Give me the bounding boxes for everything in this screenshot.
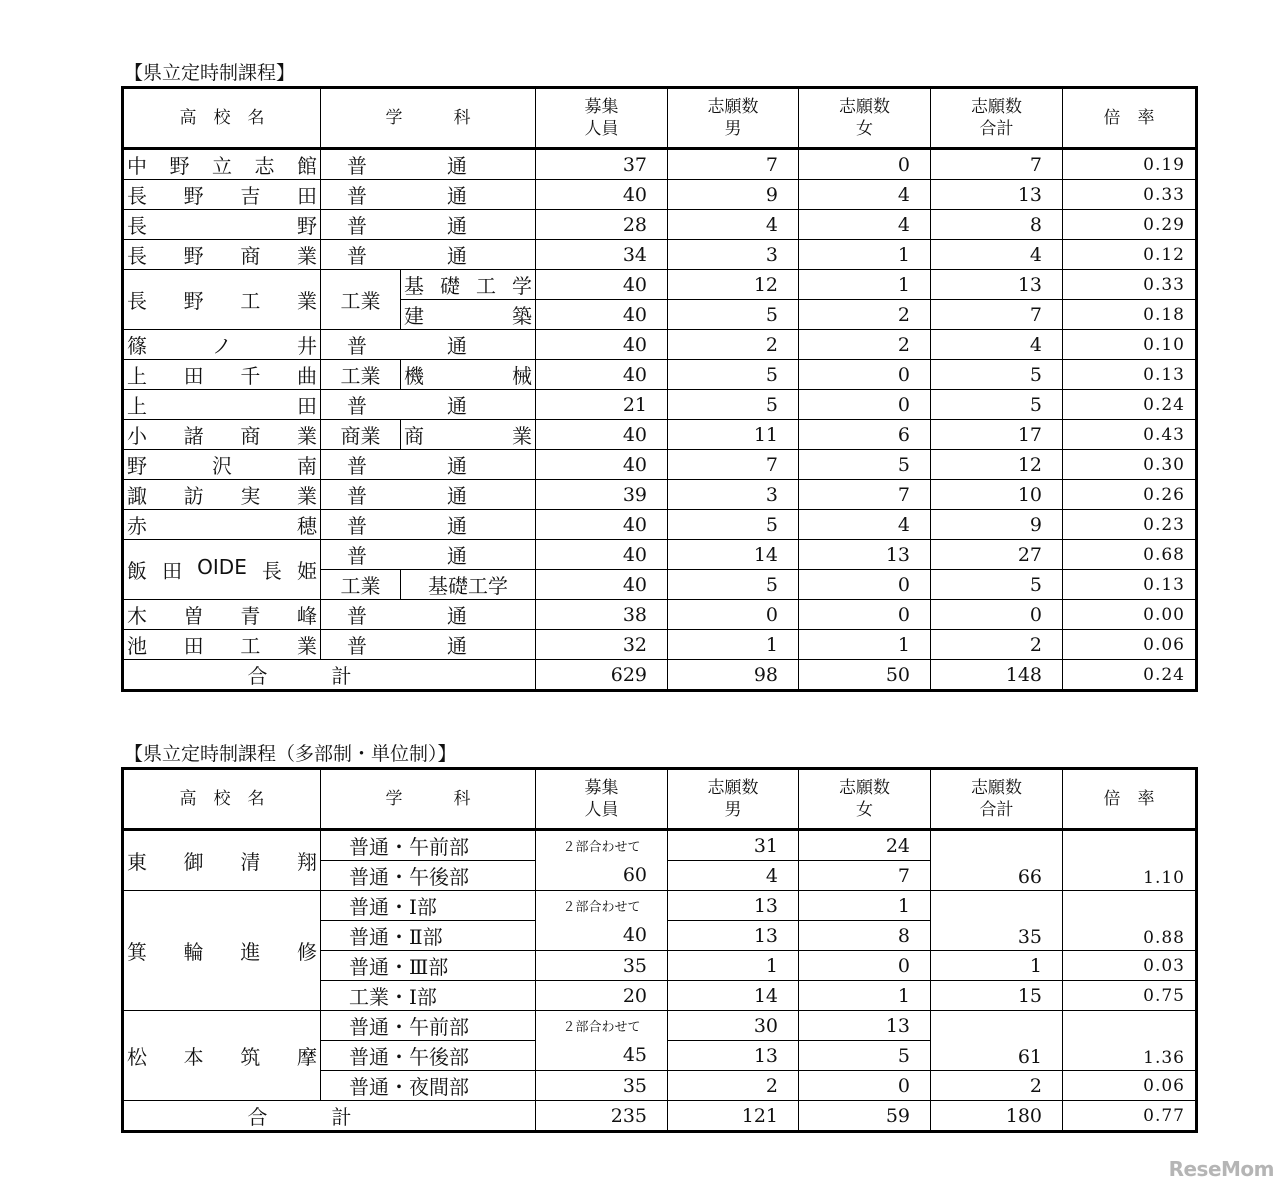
dept-sub: 基 礎 工 学 <box>401 270 536 300</box>
total: 5 <box>931 390 1063 420</box>
dept: 普通・夜間部 <box>321 1071 536 1101</box>
male: 5 <box>668 510 799 540</box>
rate: 1.36 <box>1063 1011 1197 1071</box>
rate: 0.29 <box>1063 210 1197 240</box>
capacity-note: ２部合わせて <box>536 830 668 861</box>
female: 0 <box>799 360 931 390</box>
rate: 1.10 <box>1063 830 1197 891</box>
dept: 普 通 <box>321 180 536 210</box>
table-row <box>123 240 1197 270</box>
dept: 普通・Ⅲ部 <box>321 951 536 981</box>
school-name: 諏 訪 実 業 <box>123 480 321 510</box>
header-female: 志願数 女 <box>799 88 931 149</box>
table-row <box>123 149 1197 180</box>
school-name: 赤 穂 <box>123 510 321 540</box>
capacity: 28 <box>536 210 668 240</box>
table-part-time-regular <box>121 86 1198 692</box>
dept: 普通・午後部 <box>321 1041 536 1071</box>
rate: 0.33 <box>1063 180 1197 210</box>
female: 24 <box>799 830 931 861</box>
female: 13 <box>799 1011 931 1041</box>
total-female: 59 <box>799 1101 931 1132</box>
female: 0 <box>799 1071 931 1101</box>
dept: 普通・午前部 <box>321 1011 536 1041</box>
table-part-time-multi-division <box>121 767 1198 1133</box>
male: 4 <box>668 861 799 891</box>
rate: 0.19 <box>1063 149 1197 180</box>
female: 0 <box>799 951 931 981</box>
total: 1 <box>931 951 1063 981</box>
total: 5 <box>931 360 1063 390</box>
header-male: 志願数 男 <box>668 769 799 830</box>
capacity: 40 <box>536 510 668 540</box>
rate: 0.13 <box>1063 360 1197 390</box>
male: 5 <box>668 300 799 330</box>
female: 0 <box>799 390 931 420</box>
capacity: 45 <box>536 1041 668 1071</box>
rate: 0.26 <box>1063 480 1197 510</box>
table-row <box>123 210 1197 240</box>
dept-category: 工業 <box>321 270 401 330</box>
school-name: 上 田 <box>123 390 321 420</box>
dept: 工業・Ⅰ部 <box>321 981 536 1011</box>
school-name: 池 田 工 業 <box>123 630 321 660</box>
male: 5 <box>668 390 799 420</box>
total: 8 <box>931 210 1063 240</box>
total-rate: 0.24 <box>1063 660 1197 691</box>
rate: 0.75 <box>1063 981 1197 1011</box>
capacity: 40 <box>536 921 668 951</box>
dept: 普 通 <box>321 480 536 510</box>
capacity: 40 <box>536 420 668 450</box>
male: 31 <box>668 830 799 861</box>
table-row <box>123 180 1197 210</box>
total-capacity: 629 <box>536 660 668 691</box>
dept-sub: 機 械 <box>401 360 536 390</box>
school-name: 中 野 立 志 館 <box>123 149 321 180</box>
female: 1 <box>799 981 931 1011</box>
dept: 普通・午後部 <box>321 861 536 891</box>
male: 9 <box>668 180 799 210</box>
header-row <box>123 88 1197 149</box>
rate: 0.00 <box>1063 600 1197 630</box>
dept-category: 商業 <box>321 420 401 450</box>
table2-title: 【県立定時制課程（多部制・単位制）】 <box>124 743 457 765</box>
dept: 普通・Ⅱ部 <box>321 921 536 951</box>
capacity: 40 <box>536 450 668 480</box>
header-rate: 倍 率 <box>1063 88 1197 149</box>
dept: 普通・Ⅰ部 <box>321 891 536 921</box>
total: 27 <box>931 540 1063 570</box>
male: 3 <box>668 240 799 270</box>
capacity-note: ２部合わせて <box>536 1011 668 1041</box>
female: 0 <box>799 570 931 600</box>
school-name: 東 御 清 翔 <box>123 830 321 891</box>
rate: 0.30 <box>1063 450 1197 480</box>
female: 4 <box>799 210 931 240</box>
rate: 0.13 <box>1063 570 1197 600</box>
total: 10 <box>931 480 1063 510</box>
table-row <box>123 360 1197 390</box>
male: 7 <box>668 149 799 180</box>
dept-sub: 建 築 <box>401 300 536 330</box>
capacity: 60 <box>536 861 668 891</box>
capacity: 21 <box>536 390 668 420</box>
rate: 0.88 <box>1063 891 1197 951</box>
dept: 普 通 <box>321 210 536 240</box>
dept: 普 通 <box>321 600 536 630</box>
header-dept: 学 科 <box>321 88 536 149</box>
male: 13 <box>668 891 799 921</box>
rate: 0.10 <box>1063 330 1197 360</box>
header-total: 志願数 合計 <box>931 88 1063 149</box>
resemom-watermark-logo: ReseMom <box>1168 1157 1274 1181</box>
capacity: 38 <box>536 600 668 630</box>
female: 5 <box>799 450 931 480</box>
male: 4 <box>668 210 799 240</box>
female: 1 <box>799 630 931 660</box>
total: 17 <box>931 420 1063 450</box>
total-row <box>123 1101 1197 1132</box>
total-row <box>123 660 1197 691</box>
male: 14 <box>668 540 799 570</box>
school-name: 長 野 吉 田 <box>123 180 321 210</box>
total: 15 <box>931 981 1063 1011</box>
capacity: 40 <box>536 330 668 360</box>
total-male: 121 <box>668 1101 799 1132</box>
capacity: 40 <box>536 360 668 390</box>
female: 1 <box>799 270 931 300</box>
total: 9 <box>931 510 1063 540</box>
table-row <box>123 830 1197 861</box>
table1-title: 【県立定時制課程】 <box>124 62 296 84</box>
capacity: 37 <box>536 149 668 180</box>
rate: 0.03 <box>1063 951 1197 981</box>
school-name: 小 諸 商 業 <box>123 420 321 450</box>
rate: 0.06 <box>1063 630 1197 660</box>
capacity: 40 <box>536 540 668 570</box>
header-capacity: 募集 人員 <box>536 769 668 830</box>
female: 4 <box>799 510 931 540</box>
table-row <box>123 630 1197 660</box>
rate: 0.06 <box>1063 1071 1197 1101</box>
table-row <box>123 390 1197 420</box>
capacity: 40 <box>536 270 668 300</box>
dept: 普 通 <box>321 240 536 270</box>
male: 14 <box>668 981 799 1011</box>
rate: 0.68 <box>1063 540 1197 570</box>
total-total: 148 <box>931 660 1063 691</box>
female: 7 <box>799 480 931 510</box>
total: 66 <box>931 830 1063 891</box>
dept: 普 通 <box>321 540 536 570</box>
dept-category: 工業 <box>321 360 401 390</box>
total: 2 <box>931 1071 1063 1101</box>
total-female: 50 <box>799 660 931 691</box>
dept: 普 通 <box>321 510 536 540</box>
male: 13 <box>668 1041 799 1071</box>
capacity: 35 <box>536 951 668 981</box>
female: 8 <box>799 921 931 951</box>
capacity: 32 <box>536 630 668 660</box>
female: 5 <box>799 1041 931 1071</box>
school-name: 上 田 千 曲 <box>123 360 321 390</box>
male: 11 <box>668 420 799 450</box>
school-name: 飯 田 OIDE 長 姫 <box>123 540 321 600</box>
table-row <box>123 450 1197 480</box>
female: 13 <box>799 540 931 570</box>
dept: 普 通 <box>321 330 536 360</box>
female: 2 <box>799 330 931 360</box>
total: 13 <box>931 180 1063 210</box>
female: 7 <box>799 861 931 891</box>
female: 0 <box>799 600 931 630</box>
male: 2 <box>668 1071 799 1101</box>
school-name: 長 野 工 業 <box>123 270 321 330</box>
total: 12 <box>931 450 1063 480</box>
female: 2 <box>799 300 931 330</box>
total-rate: 0.77 <box>1063 1101 1197 1132</box>
female: 0 <box>799 149 931 180</box>
capacity: 20 <box>536 981 668 1011</box>
table-row <box>123 330 1197 360</box>
school-name: 野 沢 南 <box>123 450 321 480</box>
total-label: 合 計 <box>123 660 536 691</box>
dept: 普 通 <box>321 450 536 480</box>
table-row <box>123 420 1197 450</box>
male: 5 <box>668 360 799 390</box>
male: 13 <box>668 921 799 951</box>
rate: 0.33 <box>1063 270 1197 300</box>
dept: 普 通 <box>321 390 536 420</box>
rate: 0.12 <box>1063 240 1197 270</box>
male: 1 <box>668 951 799 981</box>
female: 4 <box>799 180 931 210</box>
male: 30 <box>668 1011 799 1041</box>
capacity: 39 <box>536 480 668 510</box>
rate: 0.23 <box>1063 510 1197 540</box>
total: 61 <box>931 1011 1063 1071</box>
total: 7 <box>931 300 1063 330</box>
dept: 普 通 <box>321 149 536 180</box>
dept: 普 通 <box>321 630 536 660</box>
school-name: 木 曽 青 峰 <box>123 600 321 630</box>
total-male: 98 <box>668 660 799 691</box>
header-rate: 倍 率 <box>1063 769 1197 830</box>
male: 0 <box>668 600 799 630</box>
table-row <box>123 510 1197 540</box>
male: 7 <box>668 450 799 480</box>
school-name: 箕 輪 進 修 <box>123 891 321 1011</box>
dept-sub: 商 業 <box>401 420 536 450</box>
rate: 0.43 <box>1063 420 1197 450</box>
rate: 0.24 <box>1063 390 1197 420</box>
rate: 0.18 <box>1063 300 1197 330</box>
header-school: 高 校 名 <box>123 88 321 149</box>
capacity: 35 <box>536 1071 668 1101</box>
table-row <box>123 1011 1197 1041</box>
capacity: 40 <box>536 300 668 330</box>
header-row <box>123 769 1197 830</box>
total: 0 <box>931 600 1063 630</box>
dept: 普通・午前部 <box>321 830 536 861</box>
table-row <box>123 600 1197 630</box>
header-capacity: 募集 人員 <box>536 88 668 149</box>
male: 1 <box>668 630 799 660</box>
school-name: 篠 ノ 井 <box>123 330 321 360</box>
header-school: 高 校 名 <box>123 769 321 830</box>
male: 2 <box>668 330 799 360</box>
table-row <box>123 480 1197 510</box>
header-total: 志願数 合計 <box>931 769 1063 830</box>
total-total: 180 <box>931 1101 1063 1132</box>
total: 4 <box>931 240 1063 270</box>
header-male: 志願数 男 <box>668 88 799 149</box>
female: 1 <box>799 240 931 270</box>
total-capacity: 235 <box>536 1101 668 1132</box>
total: 5 <box>931 570 1063 600</box>
header-dept: 学 科 <box>321 769 536 830</box>
capacity: 34 <box>536 240 668 270</box>
capacity: 40 <box>536 180 668 210</box>
total-label: 合 計 <box>123 1101 536 1132</box>
total: 4 <box>931 330 1063 360</box>
table-row <box>123 540 1197 570</box>
dept-category: 工業 <box>321 570 401 600</box>
female: 1 <box>799 891 931 921</box>
male: 5 <box>668 570 799 600</box>
table-row <box>123 891 1197 921</box>
male: 3 <box>668 480 799 510</box>
female: 6 <box>799 420 931 450</box>
total: 13 <box>931 270 1063 300</box>
header-female: 志願数 女 <box>799 769 931 830</box>
school-name: 長 野 商 業 <box>123 240 321 270</box>
table-row <box>123 270 1197 300</box>
total: 7 <box>931 149 1063 180</box>
capacity: 40 <box>536 570 668 600</box>
total: 35 <box>931 891 1063 951</box>
school-name: 長 野 <box>123 210 321 240</box>
school-name: 松 本 筑 摩 <box>123 1011 321 1101</box>
male: 12 <box>668 270 799 300</box>
total: 2 <box>931 630 1063 660</box>
dept-sub: 基礎工学 <box>401 570 536 600</box>
capacity-note: ２部合わせて <box>536 891 668 921</box>
